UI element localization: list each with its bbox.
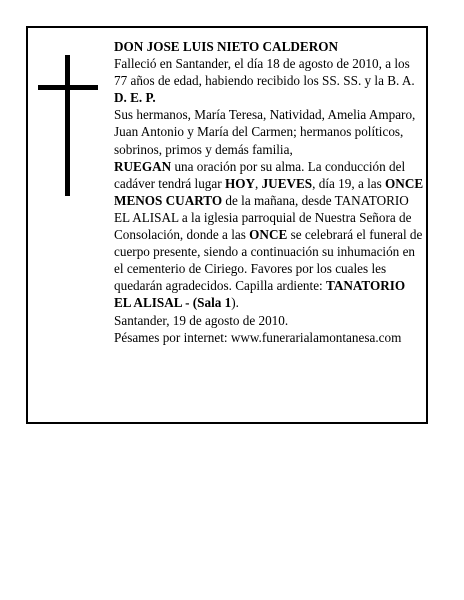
ruegan-rest: una oración por su alma. La conducción del cadáver tendrá lugar: [114, 158, 406, 191]
death-notice: Falleció en Santander, el día 18 de agosto de 2010, a los 77 años de edad, habiendo recibido los SS. SS. y la B. A.: [114, 56, 415, 89]
cross-icon-bar: [38, 85, 98, 90]
once-menos-cuarto: ONCE MENOS CUARTO: [114, 175, 424, 208]
day-text: , día 19, a las: [312, 175, 386, 191]
close-paren: ).: [231, 295, 239, 311]
pesames-line: Pésames por internet: www.funerarialamontanesa.com: [114, 329, 402, 345]
date-line: Santander, 19 de agosto de 2010.: [114, 312, 289, 328]
funeral-text: se celebrará el funeral de cuerpo presente, siendo a continuación su inhumación en el cementerio de Ciriego. Favores por los cuales les quedarán agradecidos. Capilla ardiente:: [114, 227, 423, 294]
ceremony-text: [114, 158, 424, 312]
deceased-name: DON JOSE LUIS NIETO CALDERON: [114, 39, 338, 54]
once-word: ONCE: [249, 227, 288, 243]
obituary-text: [114, 38, 424, 346]
tanatorio-name: TANATORIO EL ALISAL - (Sala 1: [114, 278, 406, 311]
ruegan-word: RUEGAN: [114, 158, 172, 174]
family-text: Sus hermanos, María Teresa, Natividad, Amelia Amparo, Juan Antonio y María del Carmen; hermanos políticos, sobrinos, primos y demás familia,: [114, 107, 416, 157]
dep-line: D. E. P.: [114, 90, 156, 106]
hoy-word: HOY: [224, 175, 255, 191]
cross-icon: [65, 55, 70, 196]
from-text: de la mañana, desde TANATORIO EL ALISAL a la iglesia parroquial de Nuestra Señora de Consolación, donde a las: [114, 192, 412, 243]
comma-one: ,: [254, 175, 262, 191]
jueves-word: JUEVES: [261, 175, 313, 191]
